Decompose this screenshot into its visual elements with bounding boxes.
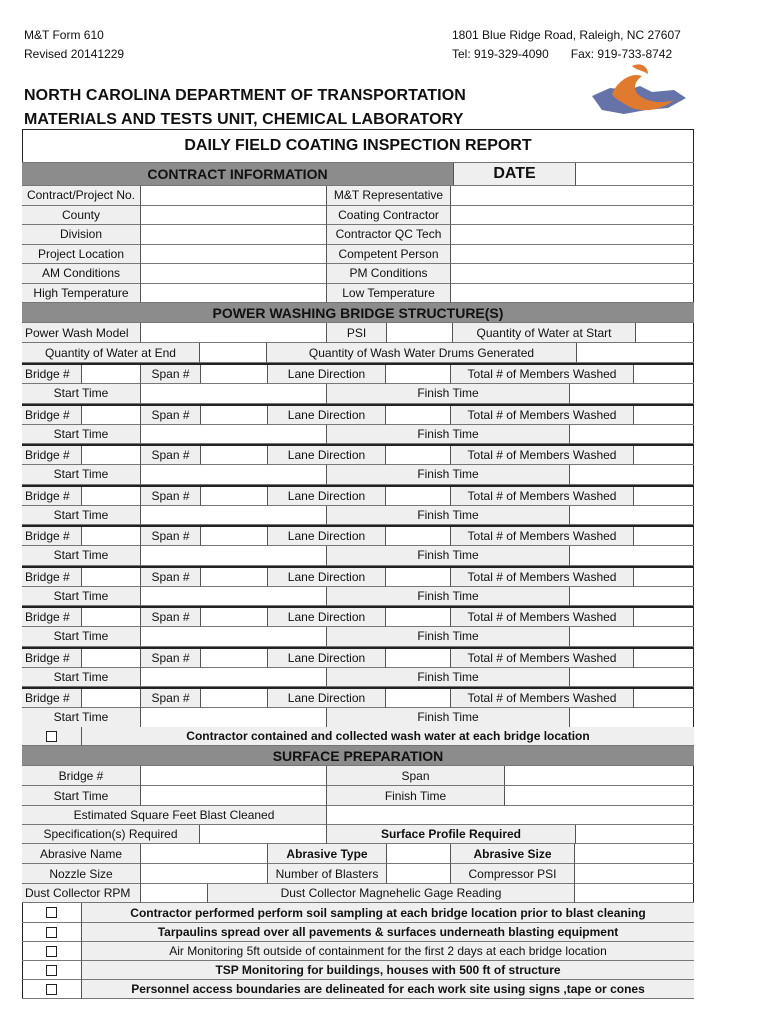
input-cell[interactable] [570, 668, 694, 688]
input-cell[interactable] [141, 864, 268, 884]
form-row [22, 942, 694, 961]
start-time-label: Start Time [22, 465, 141, 485]
input-cell[interactable] [451, 264, 694, 284]
form-row [22, 587, 694, 607]
lane-label: Lane Direction [268, 568, 386, 587]
bridge-label: Bridge # [22, 487, 82, 506]
form-row [22, 980, 694, 999]
input-cell[interactable] [141, 264, 327, 284]
input-cell[interactable] [386, 446, 451, 465]
form-id-block [24, 26, 124, 64]
span-label: Span # [141, 365, 201, 384]
input-cell[interactable] [141, 323, 327, 343]
input-cell[interactable] [82, 649, 141, 668]
dust-gage-label: Dust Collector Magnehelic Gage Reading [208, 884, 575, 903]
input-cell[interactable] [451, 206, 694, 226]
members-washed-label: Total # of Members Washed [451, 649, 634, 668]
form-row [22, 746, 694, 766]
report-title: DAILY FIELD COATING INSPECTION REPORT [22, 129, 694, 163]
finish-time-label: Finish Time [327, 708, 570, 728]
members-washed-label: Total # of Members Washed [451, 527, 634, 546]
start-time-label: Start Time [22, 384, 141, 404]
compressor-label: Compressor PSI [451, 864, 575, 884]
checklist-checkbox-cell[interactable] [22, 923, 82, 942]
checkbox[interactable] [46, 731, 57, 742]
contained-checkbox-cell[interactable] [22, 727, 82, 746]
form-row [22, 627, 694, 647]
lane-label: Lane Direction [268, 689, 386, 708]
checkbox[interactable] [46, 965, 57, 976]
input-cell[interactable] [141, 844, 268, 864]
input-cell[interactable] [141, 627, 327, 647]
input-cell[interactable] [201, 406, 268, 425]
lane-label: Lane Direction [268, 446, 386, 465]
nc-state-shape-logo-icon [588, 60, 692, 126]
span-label: Span # [141, 608, 201, 627]
contained-label: Contractor contained and collected wash water at each bridge location [82, 727, 694, 746]
input-cell[interactable] [387, 844, 451, 864]
spec-label: Specification(s) Required [22, 825, 200, 844]
checklist-item: TSP Monitoring for buildings, houses with 500 ft of structure [82, 961, 694, 980]
bridge-label: Bridge # [22, 649, 82, 668]
date-label: DATE [454, 163, 576, 186]
form-row [22, 363, 694, 384]
input-cell[interactable] [201, 527, 268, 546]
input-cell[interactable] [82, 446, 141, 465]
form-row [22, 884, 694, 903]
water-start-label: Quantity of Water at Start [453, 323, 636, 343]
start-time-label: Start Time [22, 546, 141, 566]
input-cell[interactable] [201, 608, 268, 627]
input-cell[interactable] [386, 568, 451, 587]
start-time-label: Start Time [22, 708, 141, 728]
coating_contractor-label: Coating Contractor [327, 206, 451, 226]
input-cell[interactable] [634, 487, 694, 506]
input-cell[interactable] [634, 406, 694, 425]
bridge-label: Bridge # [22, 689, 82, 708]
input-cell[interactable] [451, 245, 694, 265]
members-washed-label: Total # of Members Washed [451, 689, 634, 708]
input-cell[interactable] [575, 864, 694, 884]
input-cell[interactable] [570, 546, 694, 566]
input-cell[interactable] [141, 465, 327, 485]
start-time-label: Start Time [22, 668, 141, 688]
checklist-item: Personnel access boundaries are delineated for each work site using signs ,tape or cones [82, 980, 694, 999]
form-row [22, 525, 694, 546]
title-line-2: MATERIALS AND TESTS UNIT, CHEMICAL LABORATORY [24, 111, 464, 128]
members-washed-label: Total # of Members Washed [451, 446, 634, 465]
bridge-label: Bridge # [22, 446, 82, 465]
form-row [22, 206, 694, 226]
checkbox[interactable] [46, 946, 57, 957]
checkbox[interactable] [46, 984, 57, 995]
contractor_qc_tech-label: Contractor QC Tech [327, 225, 451, 245]
form-row [22, 708, 694, 728]
form-row [22, 864, 694, 884]
input-cell[interactable] [451, 225, 694, 245]
input-cell[interactable] [634, 446, 694, 465]
form-row [22, 727, 694, 746]
input-cell[interactable] [141, 384, 327, 404]
input-cell[interactable] [141, 766, 327, 786]
input-cell[interactable] [141, 506, 327, 526]
form-row [22, 961, 694, 980]
abrasive-name-label: Abrasive Name [22, 844, 141, 864]
form-row [22, 323, 694, 343]
input-cell[interactable] [201, 487, 268, 506]
finish-time-label: Finish Time [327, 506, 570, 526]
abrasive-size-label: Abrasive Size [451, 844, 575, 864]
members-washed-label: Total # of Members Washed [451, 406, 634, 425]
input-cell[interactable] [577, 343, 694, 363]
form-row [22, 786, 694, 806]
competent_person-label: Competent Person [327, 245, 451, 265]
form-row [22, 825, 694, 844]
water-end-label: Quantity of Water at End [22, 343, 200, 363]
form-row [22, 606, 694, 627]
form-row [22, 903, 694, 923]
form-row [22, 923, 694, 942]
input-cell[interactable] [570, 384, 694, 404]
date-field[interactable] [576, 163, 694, 186]
span-label: Span # [141, 568, 201, 587]
high_temperature-label: High Temperature [22, 284, 141, 304]
members-washed-label: Total # of Members Washed [451, 608, 634, 627]
form-row [22, 225, 694, 245]
form-row [22, 806, 694, 825]
span-label: Span # [141, 649, 201, 668]
input-cell[interactable] [505, 786, 694, 806]
tel: Tel: 919-329-4090 [452, 47, 549, 61]
form-row [22, 245, 694, 265]
input-cell[interactable] [141, 206, 327, 226]
input-cell[interactable] [141, 884, 208, 903]
input-cell[interactable] [82, 689, 141, 708]
form-row [22, 465, 694, 485]
power-wash-model-label: Power Wash Model [22, 323, 141, 343]
input-cell[interactable] [570, 506, 694, 526]
form-row [22, 687, 694, 708]
input-cell[interactable] [576, 825, 694, 844]
am_conditions-label: AM Conditions [22, 264, 141, 284]
input-cell[interactable] [82, 487, 141, 506]
address: 1801 Blue Ridge Road, Raleigh, NC 27607 [452, 28, 681, 42]
input-cell[interactable] [570, 627, 694, 647]
input-cell[interactable] [386, 487, 451, 506]
input-cell[interactable] [634, 689, 694, 708]
span-label: Span # [141, 406, 201, 425]
contract_project_no-label: Contract/Project No. [22, 186, 141, 206]
finish-time-label: Finish Time [327, 425, 570, 445]
surface-start-label: Start Time [22, 786, 141, 806]
form-row [22, 566, 694, 587]
checkbox[interactable] [46, 907, 57, 918]
input-cell[interactable] [570, 425, 694, 445]
input-cell[interactable] [141, 284, 327, 304]
input-cell[interactable] [141, 786, 327, 806]
finish-time-label: Finish Time [327, 546, 570, 566]
input-cell[interactable] [201, 649, 268, 668]
psi-label: PSI [327, 323, 387, 343]
abrasive-type-label: Abrasive Type [268, 844, 387, 864]
checkbox[interactable] [46, 927, 57, 938]
checklist-item: Tarpaulins spread over all pavements & surfaces underneath blasting equipment [82, 923, 694, 942]
input-cell[interactable] [82, 527, 141, 546]
form-row [22, 485, 694, 506]
dust-rpm-label: Dust Collector RPM [22, 884, 141, 903]
input-cell[interactable] [141, 425, 327, 445]
form-row [22, 163, 694, 186]
start-time-label: Start Time [22, 627, 141, 647]
input-cell[interactable] [82, 608, 141, 627]
input-cell[interactable] [386, 365, 451, 384]
form-row [22, 647, 694, 668]
form-row [22, 668, 694, 688]
input-cell[interactable] [141, 186, 327, 206]
bridge-label: Bridge # [22, 406, 82, 425]
form-row [22, 303, 694, 323]
form-row [22, 284, 694, 304]
input-cell[interactable] [505, 766, 694, 786]
form-number: M&T Form 610 [24, 28, 104, 42]
lane-label: Lane Direction [268, 365, 386, 384]
input-cell[interactable] [200, 825, 327, 844]
finish-time-label: Finish Time [327, 465, 570, 485]
sqft-label: Estimated Square Feet Blast Cleaned [22, 806, 327, 825]
surface-bridge-label: Bridge # [22, 766, 141, 786]
address-block [452, 26, 681, 64]
form-row [22, 343, 694, 363]
input-cell[interactable] [141, 668, 327, 688]
form-row [22, 506, 694, 526]
input-cell[interactable] [386, 608, 451, 627]
input-cell[interactable] [636, 323, 694, 343]
start-time-label: Start Time [22, 587, 141, 607]
span-label: Span # [141, 689, 201, 708]
form-row [22, 546, 694, 566]
form-row [22, 264, 694, 284]
department-title [24, 84, 466, 132]
finish-time-label: Finish Time [327, 627, 570, 647]
input-cell[interactable] [386, 527, 451, 546]
input-cell[interactable] [570, 587, 694, 607]
input-cell[interactable] [201, 365, 268, 384]
mt_representative-label: M&T Representative [327, 186, 451, 206]
lane-label: Lane Direction [268, 608, 386, 627]
input-cell[interactable] [82, 365, 141, 384]
lane-label: Lane Direction [268, 527, 386, 546]
checklist-item: Air Monitoring 5ft outside of containment for the first 2 days at each bridge location [82, 942, 694, 961]
lane-label: Lane Direction [268, 406, 386, 425]
revised-date: Revised 20141229 [24, 47, 125, 61]
span-label: Span # [141, 446, 201, 465]
checklist-checkbox-cell[interactable] [22, 980, 82, 999]
form-row [22, 404, 694, 425]
members-washed-label: Total # of Members Washed [451, 365, 634, 384]
input-cell[interactable] [634, 608, 694, 627]
nozzle-label: Nozzle Size [22, 864, 141, 884]
input-cell[interactable] [387, 864, 451, 884]
input-cell[interactable] [634, 649, 694, 668]
input-cell[interactable] [201, 446, 268, 465]
surface-heading: SURFACE PREPARATION [22, 746, 694, 766]
input-cell[interactable] [634, 568, 694, 587]
surface-span-label: Span [327, 766, 505, 786]
form-row [22, 129, 694, 163]
finish-time-label: Finish Time [327, 384, 570, 404]
input-cell[interactable] [570, 465, 694, 485]
finish-time-label: Finish Time [327, 587, 570, 607]
blasters-label: Number of Blasters [268, 864, 387, 884]
input-cell[interactable] [141, 225, 327, 245]
input-cell[interactable] [634, 527, 694, 546]
start-time-label: Start Time [22, 506, 141, 526]
input-cell[interactable] [141, 708, 327, 728]
checklist-checkbox-cell[interactable] [22, 903, 82, 923]
bridge-label: Bridge # [22, 568, 82, 587]
county-label: County [22, 206, 141, 226]
members-washed-label: Total # of Members Washed [451, 568, 634, 587]
form-row [22, 844, 694, 864]
project_location-label: Project Location [22, 245, 141, 265]
input-cell[interactable] [634, 365, 694, 384]
form-row [22, 186, 694, 206]
contract-heading: CONTRACT INFORMATION [22, 163, 454, 186]
input-cell[interactable] [451, 186, 694, 206]
input-cell[interactable] [141, 546, 327, 566]
checklist-checkbox-cell[interactable] [22, 961, 82, 980]
input-cell[interactable] [141, 587, 327, 607]
drums-label: Quantity of Wash Water Drums Generated [267, 343, 577, 363]
input-cell[interactable] [327, 806, 694, 825]
members-washed-label: Total # of Members Washed [451, 487, 634, 506]
span-label: Span # [141, 527, 201, 546]
bridge-label: Bridge # [22, 527, 82, 546]
surface-finish-label: Finish Time [327, 786, 505, 806]
power-heading: POWER WASHING BRIDGE STRUCTURE(S) [22, 303, 694, 323]
input-cell[interactable] [386, 649, 451, 668]
pm_conditions-label: PM Conditions [327, 264, 451, 284]
checklist-item: Contractor performed perform soil sampling at each bridge location prior to blast cleaning [82, 903, 694, 923]
form-row [22, 425, 694, 445]
span-label: Span # [141, 487, 201, 506]
input-cell[interactable] [200, 343, 267, 363]
input-cell[interactable] [575, 884, 694, 903]
low_temperature-label: Low Temperature [327, 284, 451, 304]
input-cell[interactable] [82, 568, 141, 587]
input-cell[interactable] [141, 245, 327, 265]
input-cell[interactable] [201, 689, 268, 708]
lane-label: Lane Direction [268, 649, 386, 668]
checklist-checkbox-cell[interactable] [22, 942, 82, 961]
form-row [22, 444, 694, 465]
form-row [22, 384, 694, 404]
start-time-label: Start Time [22, 425, 141, 445]
input-cell[interactable] [575, 844, 694, 864]
profile-label: Surface Profile Required [327, 825, 576, 844]
form-row [22, 766, 694, 786]
bridge-label: Bridge # [22, 365, 82, 384]
input-cell[interactable] [82, 406, 141, 425]
input-cell[interactable] [387, 323, 453, 343]
input-cell[interactable] [451, 284, 694, 304]
input-cell[interactable] [386, 406, 451, 425]
input-cell[interactable] [201, 568, 268, 587]
fax: Fax: 919-733-8742 [570, 47, 673, 61]
finish-time-label: Finish Time [327, 668, 570, 688]
division-label: Division [22, 225, 141, 245]
lane-label: Lane Direction [268, 487, 386, 506]
title-line-1: NORTH CAROLINA DEPARTMENT OF TRANSPORTATION [24, 87, 466, 104]
input-cell[interactable] [386, 689, 451, 708]
input-cell[interactable] [570, 708, 694, 728]
bridge-label: Bridge # [22, 608, 82, 627]
